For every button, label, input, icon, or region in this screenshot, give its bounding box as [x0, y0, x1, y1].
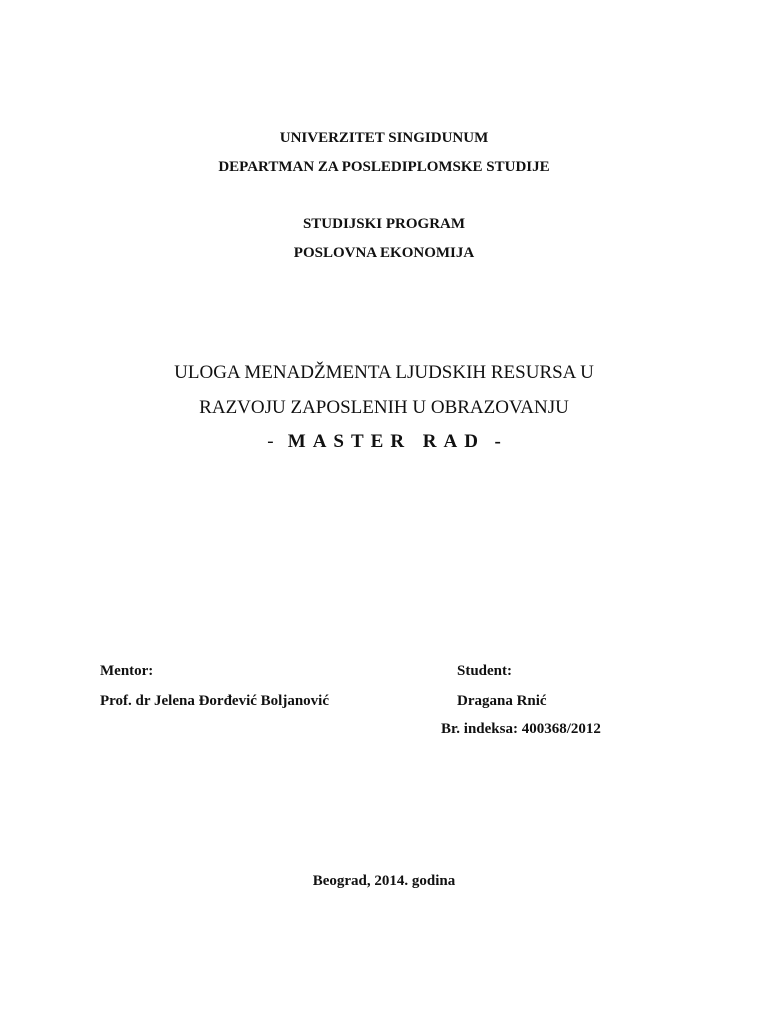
- thesis-type-dash-right: -: [494, 431, 501, 452]
- thesis-title-line-1: ULOGA MENADŽMENTA LJUDSKIH RESURSA U: [174, 362, 594, 383]
- student-index: Br. indeksa: 400368/2012: [441, 721, 601, 737]
- program-label: STUDIJSKI PROGRAM: [302, 216, 466, 232]
- thesis-type-label: MASTER RAD: [287, 431, 485, 452]
- mentor-name: Prof. dr Jelena Đorđević Boljanović: [100, 693, 329, 709]
- thesis-type: [0, 432, 768, 451]
- thesis-title-line-2: RAZVOJU ZAPOSLENIH U OBRAZOVANJU: [199, 397, 569, 418]
- program-name: POSLOVNA EKONOMIJA: [293, 245, 475, 261]
- student-label: Student:: [457, 663, 513, 679]
- thesis-type-dash-left: -: [267, 431, 274, 452]
- mentor-label: Mentor:: [100, 663, 154, 679]
- university-name: UNIVERZITET SINGIDUNUM: [279, 130, 489, 146]
- place-and-date: Beograd, 2014. godina: [312, 873, 456, 889]
- department-name: DEPARTMAN ZA POSLEDIPLOMSKE STUDIJE: [218, 159, 550, 175]
- student-name: Dragana Rnić: [457, 693, 547, 709]
